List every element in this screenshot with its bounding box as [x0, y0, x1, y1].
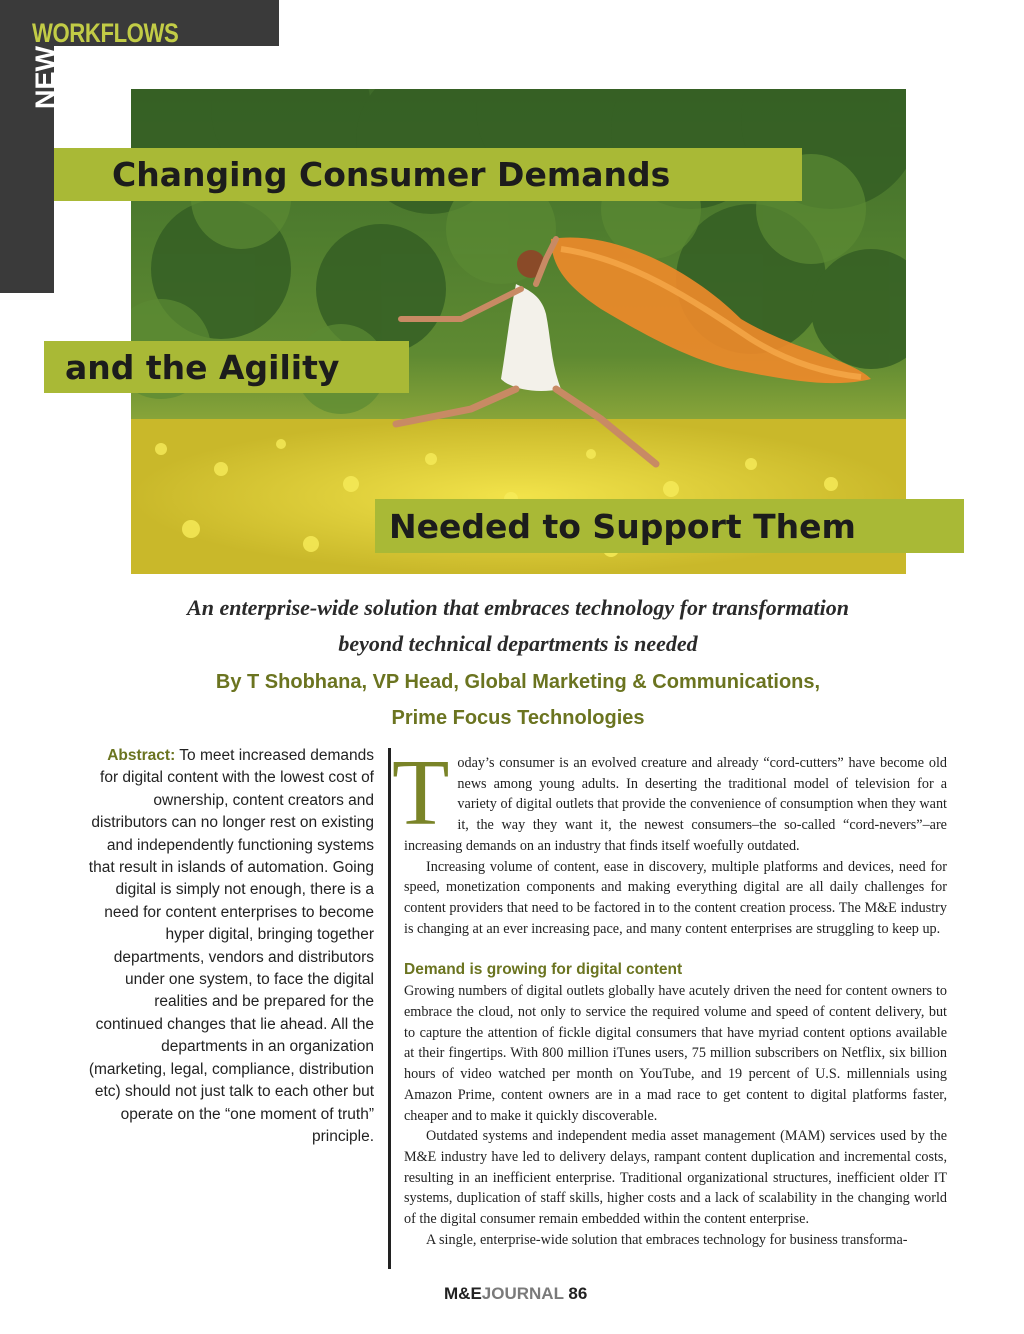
page-footer [444, 1284, 587, 1304]
section-new-label: NEW [30, 46, 60, 109]
abstract-lead: Abstract: [107, 747, 176, 764]
byline-line-2: Prime Focus Technologies [391, 707, 645, 729]
abstract-block [88, 745, 374, 1148]
byline-line-1: By T Shobhana, VP Head, Global Marketing & Communications, [215, 671, 821, 693]
article-byline [100, 664, 936, 736]
section-workflows-label: WORKFLOWS [32, 18, 179, 48]
body-paragraph-2: Increasing volume of content, ease in discovery, multiple platforms and devices, need for speed, monetization components and making everything digital are all daily challenges for content providers that need to be factored in to the content creation process. The M&E industry is changing at an ever increasing pace, and many content enterprises are struggling to keep up. [404, 858, 947, 937]
footer-journal: JOURNAL [481, 1284, 564, 1303]
body-paragraph-5: A single, enterprise-wide solution that embraces technology for business transforma- [426, 1231, 908, 1248]
title-line-1: Changing Consumer Demands [54, 148, 802, 201]
footer-brand: M&E [444, 1284, 482, 1303]
body-paragraph-4: Outdated systems and independent media asset management (MAM) services used by the M&E industry have led to delivery delays, rampant content duplication and incremental costs, resulting in an inefficient enterprise. Traditional organizational structures, inefficient older IT systems, duplication of staff skills, higher costs and a lack of scalability in the changing world of the digital consumer remain embedded within the content enterprise. [404, 1128, 947, 1228]
drop-cap: T [392, 741, 450, 845]
title-line-2: and the Agility [44, 341, 409, 393]
article-subtitle [100, 590, 936, 662]
article-body [392, 741, 947, 1250]
subtitle-line-2: beyond technical departments is needed [338, 631, 698, 656]
body-paragraph-1 [392, 741, 947, 857]
body-paragraph-1-text: oday’s consumer is an evolved creature and already “cord-cutters” have become old news among young adults. In deserting the traditional model of television for a variety of digital outlets that provide the convenience of consumption when they want it, the way they want it, the newest consumers–the so-called “cord-nevers”–are increasing demands on an industry that finds itself woefully outdated. [404, 755, 947, 854]
column-rule [388, 748, 391, 1269]
abstract-text: To meet increased demands for digital content with the lowest cost of ownership, content creators and distributors can no longer rest on existing and independently functioning systems that result in islands of automation. Going digital is simply not enough, there is a need for content enterprises to become hyper digital, bringing together departments, vendors and distributors under one system, to face the digital realities and be prepared for the continued changes that lie ahead. All the departments in an organization (marketing, legal, compliance, distribution etc) should not just talk to each other but operate on the “one moment of truth” principle. [88, 747, 374, 1145]
subtitle-line-1: An enterprise-wide solution that embraces technology for transformation [187, 595, 849, 620]
body-paragraph-3: Growing numbers of digital outlets globally have acutely driven the need for content owners to embrace the cloud, not only to service the required volume and speed of content delivery, but to capture the attention of fickle digital consumers that have myriad content options available at their fingertips. With 800 million iTunes users, 75 million subscribers on Netflix, six billion hours of video watched per month on YouTube, and 19 percent of U.S. millennials using Amazon Prime, content owners are in a mad race to get content to digital platforms faster, cheaper and to make it quickly discoverable. [404, 983, 947, 1124]
body-subheading: Demand is growing for digital content [404, 961, 683, 979]
title-line-3: Needed to Support Them [375, 499, 964, 553]
page-number: 86 [568, 1284, 588, 1303]
